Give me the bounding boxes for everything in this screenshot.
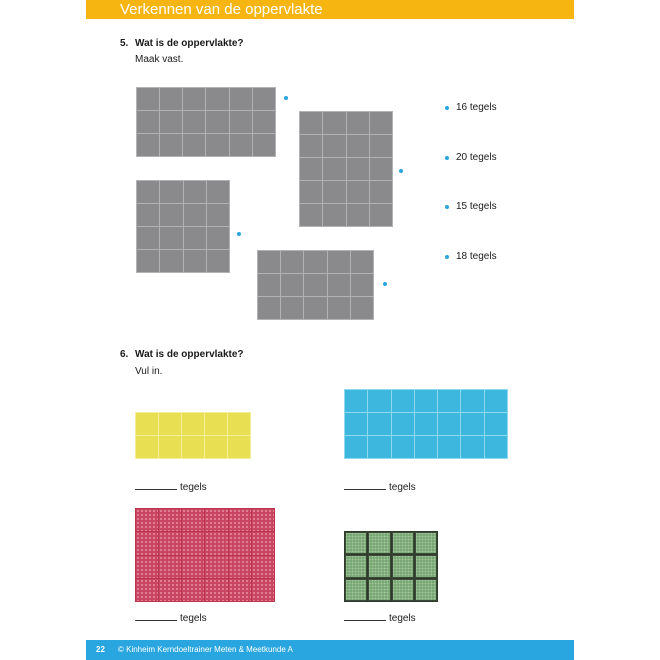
q5-grid-4 bbox=[257, 250, 374, 320]
tile bbox=[461, 436, 483, 458]
tile bbox=[182, 413, 204, 435]
tile bbox=[345, 436, 367, 458]
tile bbox=[328, 297, 350, 319]
q6-answer-blue bbox=[344, 481, 416, 493]
tile bbox=[205, 413, 227, 435]
tile bbox=[184, 181, 206, 203]
tile bbox=[258, 251, 280, 273]
tile bbox=[228, 413, 250, 435]
tile bbox=[323, 158, 345, 180]
q5-grid-4-dot[interactable] bbox=[383, 282, 387, 286]
tile bbox=[253, 88, 275, 110]
q6-grid-red bbox=[135, 508, 275, 602]
unit-label: tegels bbox=[389, 482, 416, 493]
q5-title bbox=[120, 38, 244, 49]
tile bbox=[205, 532, 227, 554]
q6-title-text: Wat is de oppervlakte? bbox=[135, 349, 244, 360]
tile bbox=[137, 181, 159, 203]
tile bbox=[229, 556, 251, 578]
q5-instruction: Maak vast. bbox=[135, 54, 184, 65]
tile bbox=[438, 390, 460, 412]
worksheet-page bbox=[86, 0, 574, 660]
tile bbox=[159, 413, 181, 435]
tile bbox=[300, 158, 322, 180]
tile bbox=[183, 111, 205, 133]
q6-grid-yellow bbox=[135, 412, 251, 459]
tile bbox=[368, 390, 390, 412]
tile bbox=[347, 204, 369, 226]
tile bbox=[137, 250, 159, 272]
q5-option-3-dot[interactable] bbox=[445, 205, 449, 209]
q5-title-text: Wat is de oppervlakte? bbox=[135, 38, 244, 49]
tile bbox=[182, 556, 204, 578]
tile bbox=[438, 436, 460, 458]
tile bbox=[229, 532, 251, 554]
tile bbox=[184, 250, 206, 272]
q6-instruction: Vul in. bbox=[135, 366, 163, 377]
tile bbox=[182, 436, 204, 458]
tile bbox=[347, 181, 369, 203]
tile bbox=[160, 134, 182, 156]
tile bbox=[347, 112, 369, 134]
tile bbox=[229, 579, 251, 601]
tile bbox=[136, 509, 158, 531]
tile bbox=[136, 532, 158, 554]
header-title: Verkennen van de oppervlakte bbox=[120, 1, 323, 18]
tile bbox=[323, 204, 345, 226]
q5-option-1-dot[interactable] bbox=[445, 106, 449, 110]
tile bbox=[159, 532, 181, 554]
tile bbox=[300, 135, 322, 157]
page-number: 22 bbox=[96, 645, 105, 654]
tile bbox=[281, 297, 303, 319]
tile bbox=[415, 390, 437, 412]
q6-answer-green bbox=[344, 612, 416, 624]
tile bbox=[160, 111, 182, 133]
tile bbox=[485, 390, 507, 412]
tile bbox=[370, 112, 392, 134]
tile bbox=[345, 413, 367, 435]
answer-blank[interactable] bbox=[135, 481, 177, 490]
q5-grid-3-dot[interactable] bbox=[237, 232, 241, 236]
tile bbox=[392, 390, 414, 412]
q6-answer-red bbox=[135, 612, 207, 624]
tile bbox=[300, 112, 322, 134]
unit-label: tegels bbox=[389, 613, 416, 624]
tile bbox=[368, 555, 390, 577]
q6-grid-green bbox=[344, 531, 438, 602]
tile bbox=[159, 556, 181, 578]
tile bbox=[370, 204, 392, 226]
tile bbox=[159, 579, 181, 601]
tile bbox=[304, 251, 326, 273]
tile bbox=[136, 579, 158, 601]
q5-grid-1 bbox=[136, 87, 276, 157]
tile bbox=[351, 297, 373, 319]
tile bbox=[206, 111, 228, 133]
tile bbox=[137, 111, 159, 133]
tile bbox=[392, 579, 414, 601]
tile bbox=[207, 250, 229, 272]
tile bbox=[351, 274, 373, 296]
tile bbox=[253, 134, 275, 156]
unit-label: tegels bbox=[180, 613, 207, 624]
tile bbox=[137, 204, 159, 226]
tile bbox=[160, 181, 182, 203]
tile bbox=[160, 227, 182, 249]
q5-grid-2-dot[interactable] bbox=[399, 169, 403, 173]
q5-option-4-dot[interactable] bbox=[445, 255, 449, 259]
copyright-text: © Kinheim Kerndoeltrainer Meten & Meetkunde A bbox=[118, 645, 293, 654]
tile bbox=[415, 579, 437, 601]
tile bbox=[159, 436, 181, 458]
tile bbox=[205, 436, 227, 458]
tile bbox=[137, 88, 159, 110]
tile bbox=[392, 532, 414, 554]
tile bbox=[206, 134, 228, 156]
tile bbox=[136, 556, 158, 578]
tile bbox=[205, 579, 227, 601]
tile bbox=[281, 274, 303, 296]
q6-grid-blue bbox=[344, 389, 508, 459]
tile bbox=[258, 297, 280, 319]
q5-grid-2 bbox=[299, 111, 393, 227]
answer-blank[interactable] bbox=[344, 612, 386, 621]
tile bbox=[461, 413, 483, 435]
tile bbox=[230, 134, 252, 156]
page-footer bbox=[86, 640, 574, 660]
tile bbox=[228, 436, 250, 458]
tile bbox=[281, 251, 303, 273]
q5-option-3: 15 tegels bbox=[456, 201, 497, 212]
tile bbox=[304, 274, 326, 296]
tile bbox=[182, 532, 204, 554]
tile bbox=[347, 158, 369, 180]
tile bbox=[207, 204, 229, 226]
tile bbox=[205, 556, 227, 578]
tile bbox=[323, 181, 345, 203]
tile bbox=[253, 111, 275, 133]
tile bbox=[370, 135, 392, 157]
tile bbox=[345, 390, 367, 412]
tile bbox=[415, 532, 437, 554]
tile bbox=[304, 297, 326, 319]
tile bbox=[182, 579, 204, 601]
tile bbox=[183, 134, 205, 156]
tile bbox=[183, 88, 205, 110]
tile bbox=[300, 204, 322, 226]
tile bbox=[184, 227, 206, 249]
answer-blank[interactable] bbox=[344, 481, 386, 490]
tile bbox=[345, 555, 367, 577]
tile bbox=[392, 413, 414, 435]
q6-answer-yellow bbox=[135, 481, 207, 493]
tile bbox=[252, 579, 274, 601]
q5-grid-3 bbox=[136, 180, 230, 273]
tile bbox=[392, 555, 414, 577]
q5-option-2-dot[interactable] bbox=[445, 156, 449, 160]
unit-label: tegels bbox=[180, 482, 207, 493]
tile bbox=[207, 227, 229, 249]
tile bbox=[137, 227, 159, 249]
tile bbox=[300, 181, 322, 203]
tile bbox=[328, 274, 350, 296]
page-header bbox=[86, 0, 574, 19]
q5-option-4: 18 tegels bbox=[456, 251, 497, 262]
tile bbox=[345, 532, 367, 554]
tile bbox=[160, 250, 182, 272]
q6-number: 6. bbox=[120, 349, 129, 360]
tile bbox=[485, 413, 507, 435]
tile bbox=[415, 555, 437, 577]
tile bbox=[207, 181, 229, 203]
tile bbox=[485, 436, 507, 458]
tile bbox=[368, 579, 390, 601]
tile bbox=[137, 134, 159, 156]
tile bbox=[351, 251, 373, 273]
tile bbox=[184, 204, 206, 226]
tile bbox=[323, 135, 345, 157]
tile bbox=[230, 88, 252, 110]
tile bbox=[159, 509, 181, 531]
tile bbox=[368, 532, 390, 554]
tile bbox=[136, 436, 158, 458]
answer-blank[interactable] bbox=[135, 612, 177, 621]
tile bbox=[328, 251, 350, 273]
tile bbox=[182, 509, 204, 531]
tile bbox=[160, 204, 182, 226]
q6-title bbox=[120, 349, 244, 360]
tile bbox=[252, 532, 274, 554]
tile bbox=[206, 88, 228, 110]
tile bbox=[415, 413, 437, 435]
tile bbox=[160, 88, 182, 110]
tile bbox=[229, 509, 251, 531]
q5-number: 5. bbox=[120, 38, 129, 49]
tile bbox=[415, 436, 437, 458]
tile bbox=[230, 111, 252, 133]
tile bbox=[438, 413, 460, 435]
tile bbox=[370, 181, 392, 203]
tile bbox=[252, 509, 274, 531]
tile bbox=[345, 579, 367, 601]
tile bbox=[368, 436, 390, 458]
tile bbox=[368, 413, 390, 435]
q5-grid-1-dot[interactable] bbox=[284, 96, 288, 100]
q5-option-1: 16 tegels bbox=[456, 102, 497, 113]
tile bbox=[205, 509, 227, 531]
tile bbox=[258, 274, 280, 296]
tile bbox=[461, 390, 483, 412]
tile bbox=[323, 112, 345, 134]
tile bbox=[136, 413, 158, 435]
tile bbox=[392, 436, 414, 458]
tile bbox=[370, 158, 392, 180]
tile bbox=[347, 135, 369, 157]
q5-option-2: 20 tegels bbox=[456, 152, 497, 163]
tile bbox=[252, 556, 274, 578]
